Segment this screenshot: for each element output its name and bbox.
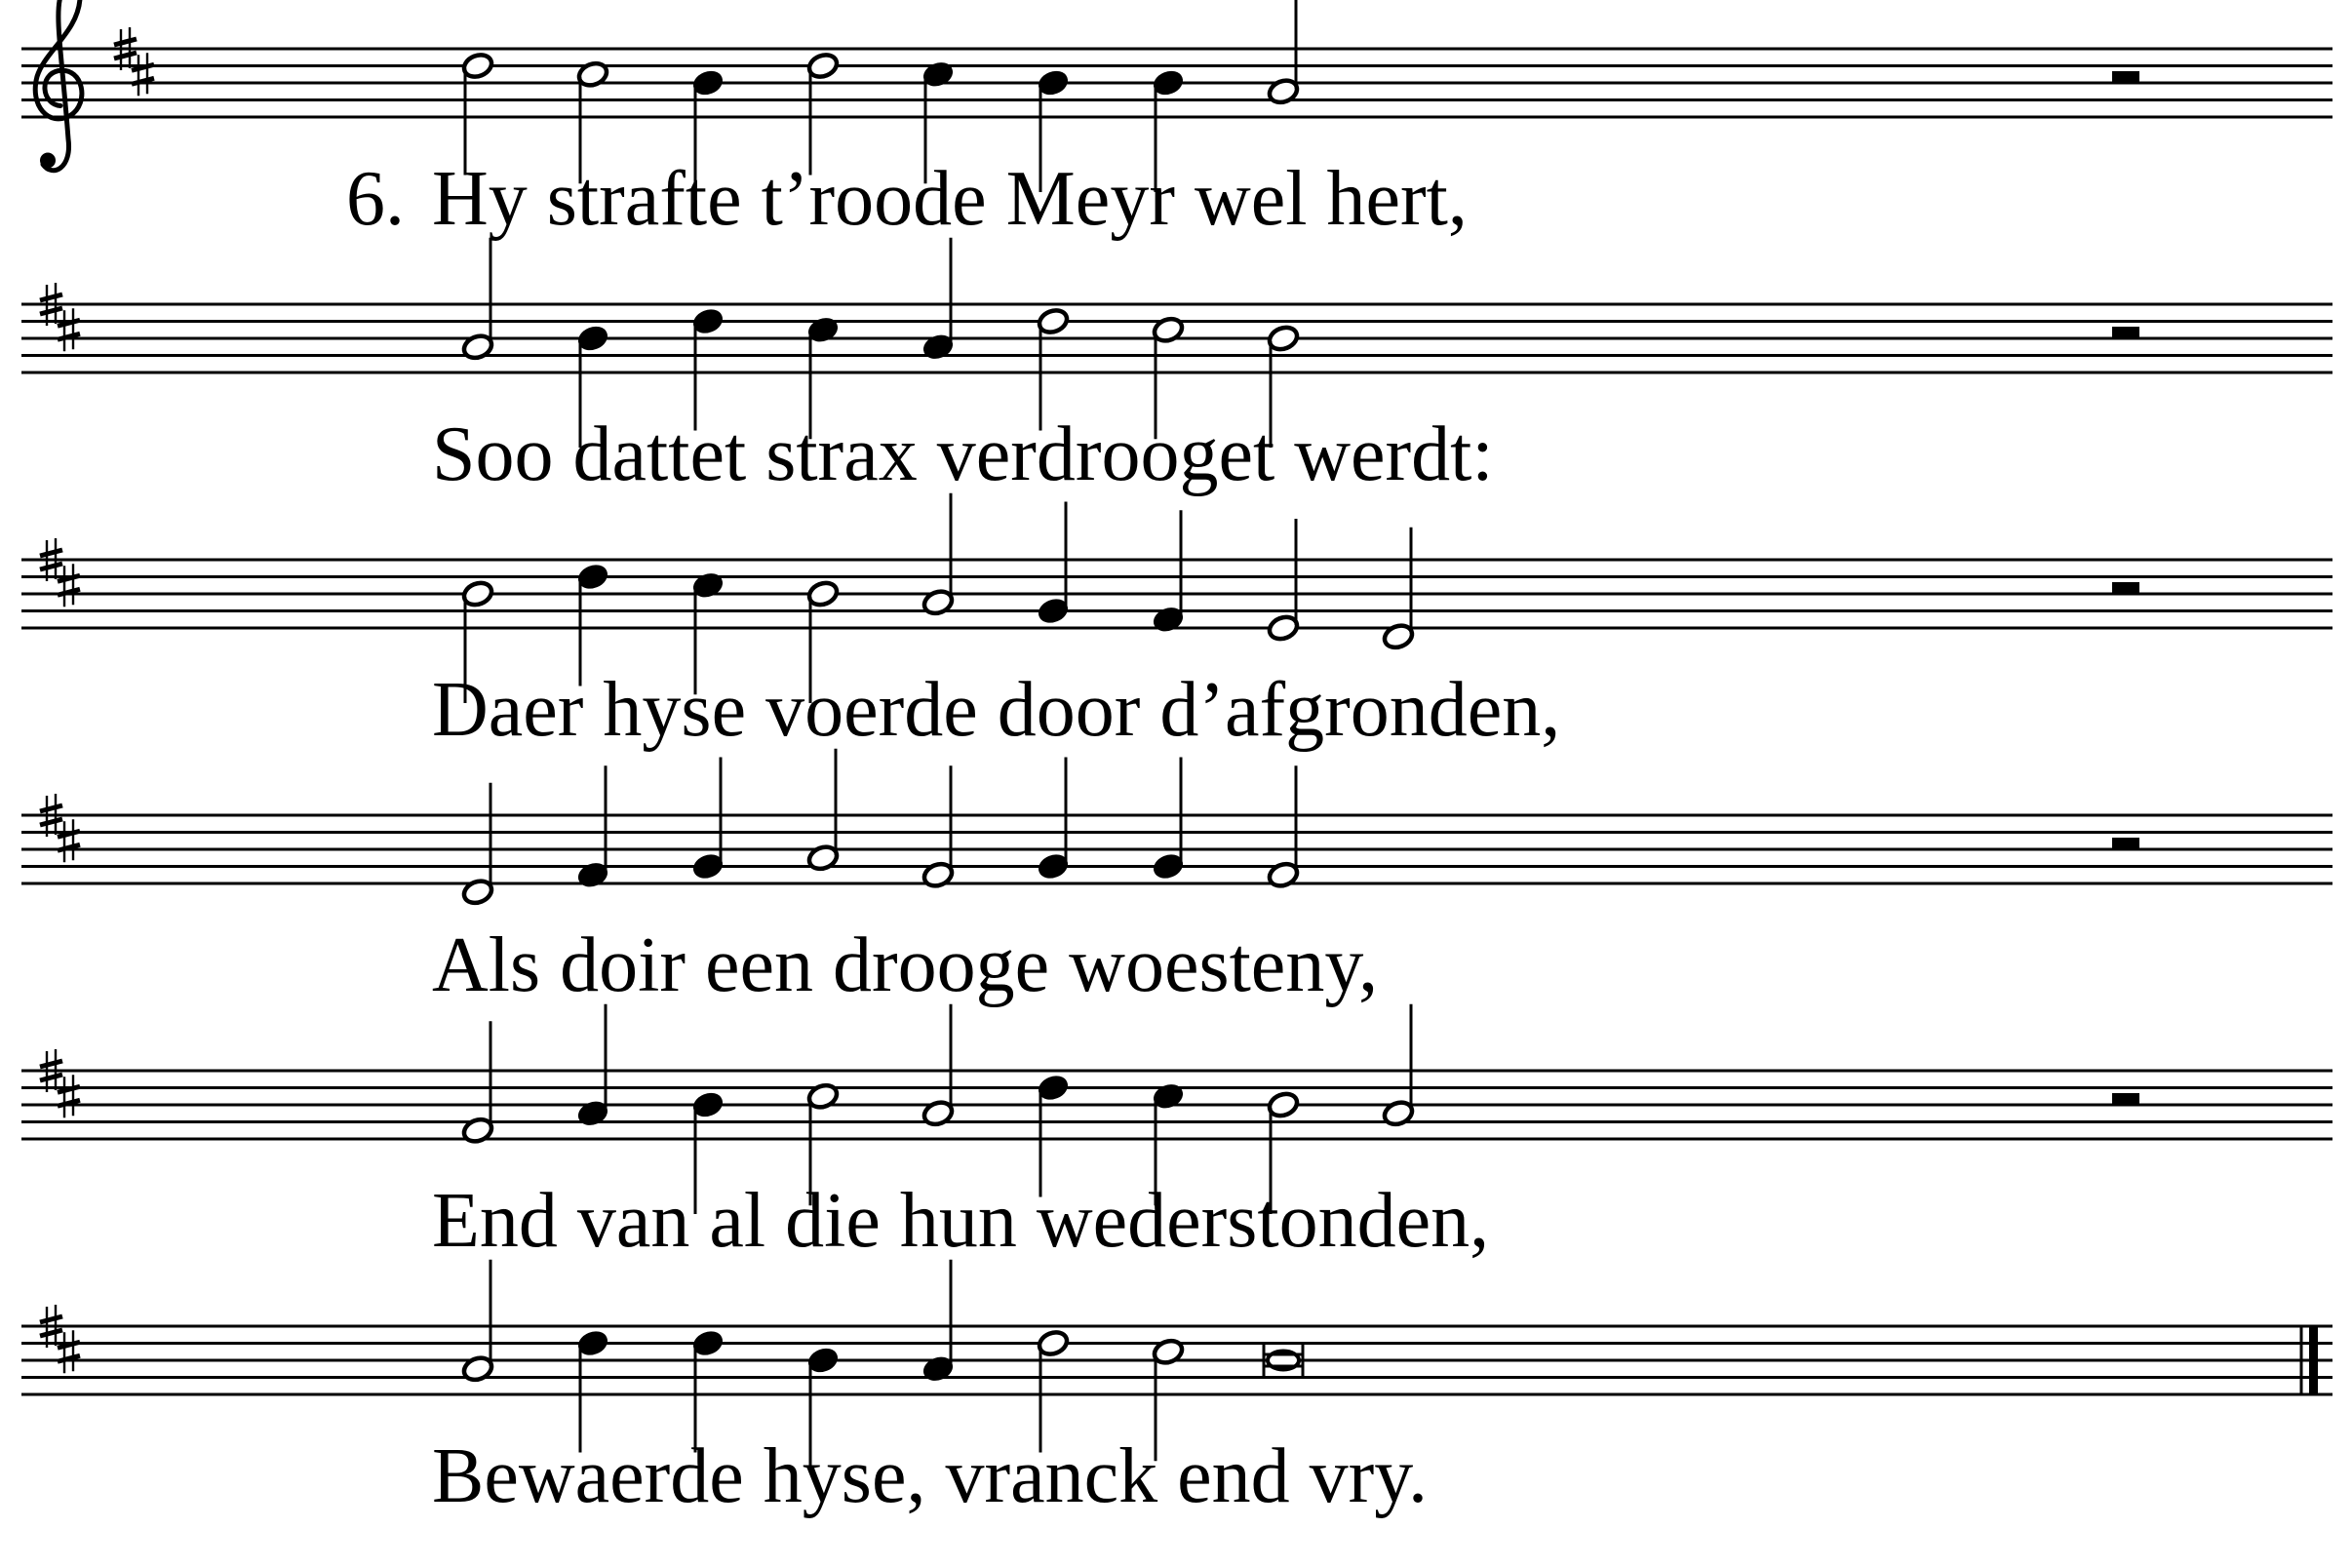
note-a4-half — [461, 238, 495, 362]
note-a4-quarter — [921, 1260, 956, 1384]
note-f4-quarter — [576, 765, 610, 889]
note-b4-breve — [1264, 1345, 1303, 1376]
note-a4-half — [921, 1004, 956, 1128]
note-d4-half — [1382, 528, 1416, 651]
half-rest-icon — [2112, 71, 2139, 83]
staff-system — [21, 749, 2332, 1008]
note-f4-quarter — [1152, 510, 1186, 634]
note-f4-half — [1267, 765, 1301, 889]
sharp-c-icon — [132, 53, 154, 96]
note-g4-quarter — [1037, 502, 1071, 626]
half-rest-icon — [2112, 582, 2139, 594]
note-a4-half — [461, 1260, 495, 1384]
half-rest-icon — [2112, 1093, 2139, 1105]
lyric-line: Als doir een drooge woesteny, — [432, 922, 1379, 1008]
note-f4-half — [461, 1021, 495, 1145]
note-a4-half — [806, 749, 841, 873]
staff-system — [21, 0, 2332, 242]
staff-system — [21, 238, 2332, 497]
note-a4-quarter — [921, 238, 956, 362]
note-g4-quarter — [691, 758, 725, 882]
note-a4-half — [921, 493, 956, 617]
treble-clef — [35, 0, 82, 171]
sharp-c-icon — [58, 564, 80, 607]
note-g4-quarter — [1152, 758, 1186, 882]
note-a4-half — [1382, 1004, 1416, 1128]
lyric-line: Bewaerde hyse, vranck end vry. — [432, 1433, 1429, 1519]
staff-system — [21, 1260, 2332, 1519]
lyric-line: End van al die hun wederstonden, — [432, 1178, 1490, 1264]
sharp-c-icon — [58, 308, 80, 351]
staff-system — [21, 1004, 2332, 1264]
lyric-line: Soo dattet strax verdrooget werdt: — [432, 412, 1494, 497]
note-d4-half — [461, 783, 495, 907]
half-rest-icon — [2112, 838, 2139, 849]
lyric-line: Daer hyse voerde door d’afgronden, — [432, 667, 1561, 753]
note-e4-half — [1267, 519, 1301, 643]
sharp-c-icon — [58, 819, 80, 862]
note-a4-half — [1267, 0, 1301, 106]
half-rest-icon — [2112, 327, 2139, 338]
note-g4-quarter — [1037, 758, 1071, 882]
note-a4-quarter — [576, 1004, 610, 1128]
stanza-number: 6. — [346, 156, 405, 242]
lyric-line: Hy strafte t’roode Meyr wel hert, — [432, 156, 1468, 242]
sharp-c-icon — [58, 1075, 80, 1117]
note-f4-half — [921, 765, 956, 889]
sharp-c-icon — [58, 1330, 80, 1373]
staff-system — [21, 493, 2332, 753]
